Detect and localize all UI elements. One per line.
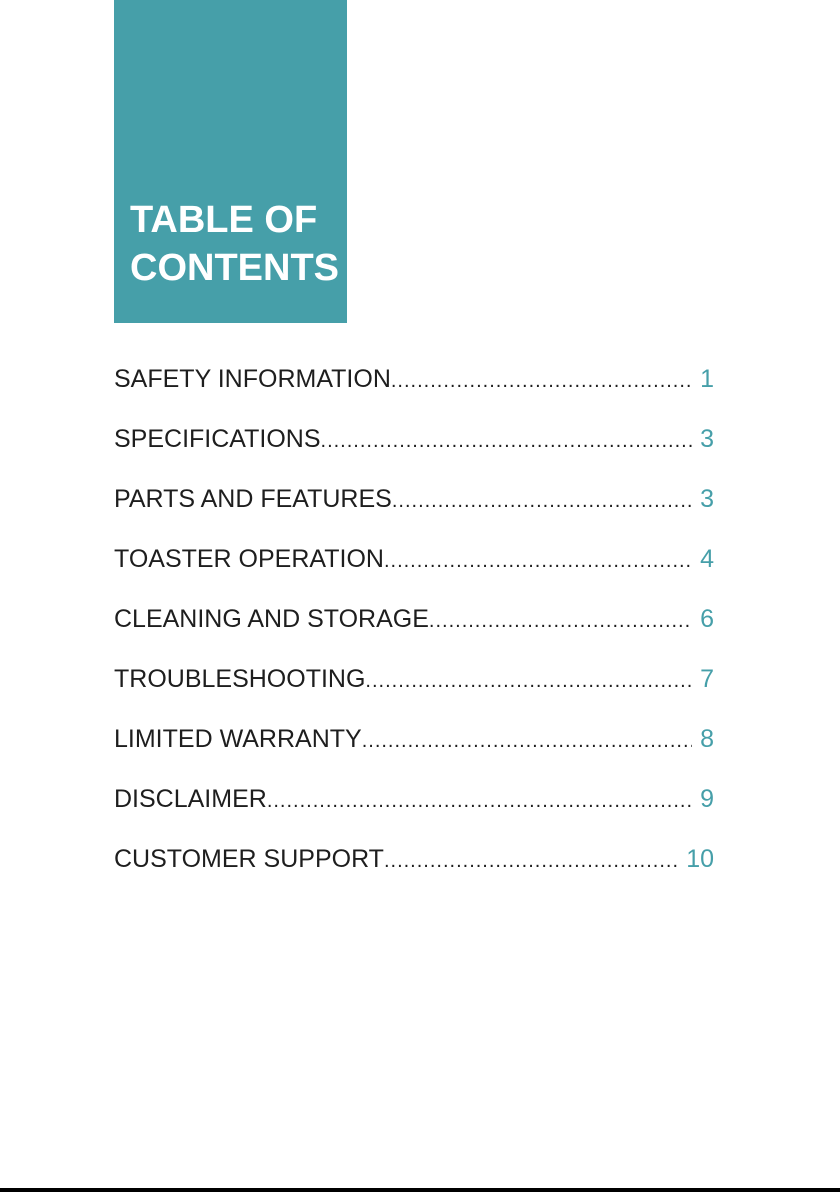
- toc-entry-label: PARTS AND FEATURES: [114, 485, 392, 513]
- toc-entry-label: TROUBLESHOOTING: [114, 665, 366, 693]
- toc-entry-page: 8: [700, 725, 714, 753]
- toc-entry-label: CUSTOMER SUPPORT: [114, 845, 384, 873]
- toc-entry-label: LIMITED WARRANTY: [114, 725, 362, 753]
- toc-entry-disclaimer[interactable]: [114, 785, 714, 845]
- toc-entry-label: DISCLAIMER: [114, 785, 267, 813]
- toc-leader-dots: [384, 550, 692, 573]
- toc-entry-cleaning-and-storage[interactable]: [114, 605, 714, 665]
- toc-leader-dots: [429, 610, 692, 633]
- toc-entry-specifications[interactable]: [114, 425, 714, 485]
- toc-entry-label: CLEANING AND STORAGE: [114, 605, 429, 633]
- page-title-line-1: TABLE OF: [130, 199, 318, 241]
- toc-entry-page: 4: [700, 545, 714, 573]
- toc-entry-safety-information[interactable]: [114, 365, 714, 425]
- toc-entry-page: 6: [700, 605, 714, 633]
- toc-entry-page: 1: [700, 365, 714, 393]
- toc-leader-dots: [365, 670, 692, 693]
- toc-entry-toaster-operation[interactable]: [114, 545, 714, 605]
- toc-entry-troubleshooting[interactable]: [114, 665, 714, 725]
- toc-entry-limited-warranty[interactable]: [114, 725, 714, 785]
- toc-entry-label: SAFETY INFORMATION: [114, 365, 391, 393]
- toc-leader-dots: [391, 370, 692, 393]
- toc-entry-label: TOASTER OPERATION: [114, 545, 384, 573]
- bottom-rule: [0, 1188, 840, 1192]
- toc-entry-customer-support[interactable]: [114, 845, 714, 905]
- toc-entry-page: 7: [700, 665, 714, 693]
- page-title: [130, 196, 339, 292]
- toc-entry-page: 9: [700, 785, 714, 813]
- toc-entry-page: 3: [700, 425, 714, 453]
- page-title-line-2: CONTENTS: [130, 247, 339, 289]
- toc-leader-dots: [321, 430, 693, 453]
- toc-entry-label: SPECIFICATIONS: [114, 425, 321, 453]
- table-of-contents: [114, 365, 714, 905]
- toc-leader-dots: [267, 790, 692, 813]
- toc-entry-page: 10: [686, 845, 714, 873]
- toc-leader-dots: [362, 730, 692, 753]
- toc-leader-dots: [384, 850, 678, 873]
- title-block: [114, 0, 347, 323]
- toc-leader-dots: [392, 490, 692, 513]
- toc-entry-parts-and-features[interactable]: [114, 485, 714, 545]
- toc-entry-page: 3: [700, 485, 714, 513]
